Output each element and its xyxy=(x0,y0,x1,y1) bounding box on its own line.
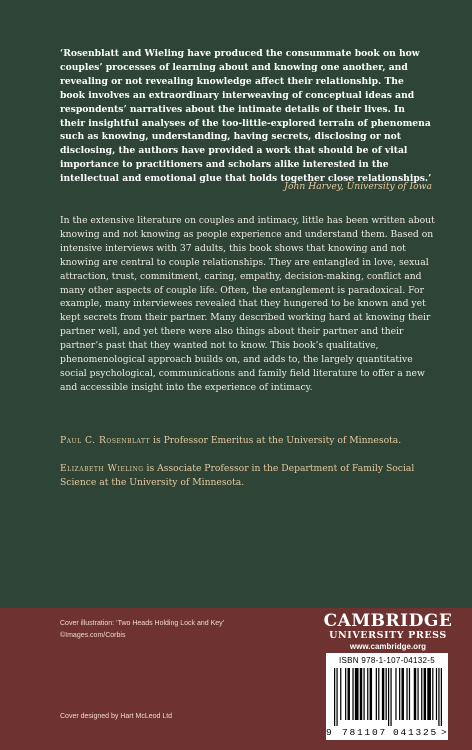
barcode-bar xyxy=(334,668,335,726)
barcode-panel xyxy=(326,653,448,740)
barcode-bar xyxy=(436,668,437,720)
barcode-arrow: > xyxy=(441,727,447,738)
author-bio-wieling xyxy=(60,462,437,490)
barcode-bar xyxy=(409,668,410,720)
barcode-bar xyxy=(376,668,377,720)
barcode-bar xyxy=(399,668,400,720)
barcode-group-left: 781107 xyxy=(342,727,388,738)
author-bio-text: is Associate Professor in the Department of Family Social Science at the University of Minnesota. xyxy=(60,463,415,488)
praise-quote: ‘Rosenblatt and Wieling have produced the consummate book on how couples’ processes of learning about and knowing one another, and revealing or not revealing knowledge affect their relationship. The book involves an extraordinary interweaving of conceptual ideas and respondents’ narratives about the intimate details of their lives. In their insightful analyses of the too-little-explored terrain of phenomena such as knowing, understanding, having secrets, disclosing or not disclosing, the authors have provided a work that should be of vital importance to practitioners and scholars alike interested in the intellectual and emotional glue that holds together close relationships.’ xyxy=(60,48,432,185)
barcode-digits xyxy=(326,727,448,739)
publisher-subtitle: UNIVERSITY PRESS xyxy=(329,630,447,641)
barcode-bar xyxy=(421,668,422,720)
cover-illustration-title: Cover illustration: ‘Two Heads Holding Lock and Key’ xyxy=(60,620,225,627)
publisher-logo xyxy=(323,612,453,653)
barcode-bar xyxy=(378,668,379,720)
author-bio-text: is Professor Emeritus at the University of Minnesota. xyxy=(150,435,402,446)
author-bio-rosenblatt xyxy=(60,434,437,448)
barcode-bar xyxy=(406,668,407,720)
isbn-label: ISBN 978-1-107-04132-5 xyxy=(339,656,435,665)
barcode-bar xyxy=(395,668,396,720)
barcode-bar xyxy=(348,668,350,720)
barcode-bar xyxy=(414,668,416,720)
barcode-icon xyxy=(334,668,442,726)
publisher-website: www.cambridge.org xyxy=(349,642,427,651)
barcode-bar xyxy=(402,668,404,720)
barcode-bar xyxy=(345,668,346,720)
barcode-bar xyxy=(336,668,337,726)
barcode-bar xyxy=(441,668,442,726)
barcode-group-right: 041325 xyxy=(393,727,439,738)
barcode-bar xyxy=(424,668,426,720)
barcode-bar xyxy=(367,668,368,720)
barcode-bar xyxy=(390,668,391,726)
book-description: In the extensive literature on couples and intimacy, little has been written about knowing and not knowing as people experience and understand them. Based on intensive interviews with 37 adults, this book shows that knowing and not knowing are central to couple relationships. They are entangled in love, sexual attraction, trust, commitment, caring, empathy, decision-making, conflict and many other aspects of couple life. Often, the entanglement is paradoxical. For example, many interviewees revealed that they hungered to be known and yet kept secrets from their partner. Many described working hard at knowing their partner well, and yet there were also things about their partner and their partner’s past that they wanted not to know. This book’s qualitative, phenomenological approach builds on, and adds to, the largely quantitative social psychological, communications and family field literature to offer a new and accessible insight into the experience of intimacy. xyxy=(60,215,435,393)
barcode-bar xyxy=(388,668,389,726)
publisher-name: CAMBRIDGE xyxy=(323,611,453,631)
cover-illustration-credit xyxy=(60,618,300,642)
barcode-bar xyxy=(417,668,418,720)
barcode-bar xyxy=(355,668,359,720)
praise-attribution: John Harvey, University of Iowa xyxy=(284,181,432,192)
cover-copyright: ©Images.com/Corbis xyxy=(60,632,126,639)
barcode-bar xyxy=(438,668,439,726)
barcode-bar xyxy=(340,668,341,720)
author-name: Elizabeth Wieling xyxy=(60,463,144,474)
barcode-bar xyxy=(352,668,353,720)
barcode-bar xyxy=(382,668,384,720)
author-name: Paul C. Rosenblatt xyxy=(60,435,151,446)
cover-designer-credit: Cover designed by Hart McLeod Ltd xyxy=(60,713,173,720)
barcode-bar xyxy=(386,668,387,720)
barcode-bar xyxy=(370,668,372,720)
barcode-first-digit: 9 xyxy=(326,727,332,738)
barcode-bar xyxy=(363,668,364,720)
barcode-bar xyxy=(360,668,362,720)
barcode-bar xyxy=(432,668,433,720)
barcode-bar xyxy=(427,668,431,720)
